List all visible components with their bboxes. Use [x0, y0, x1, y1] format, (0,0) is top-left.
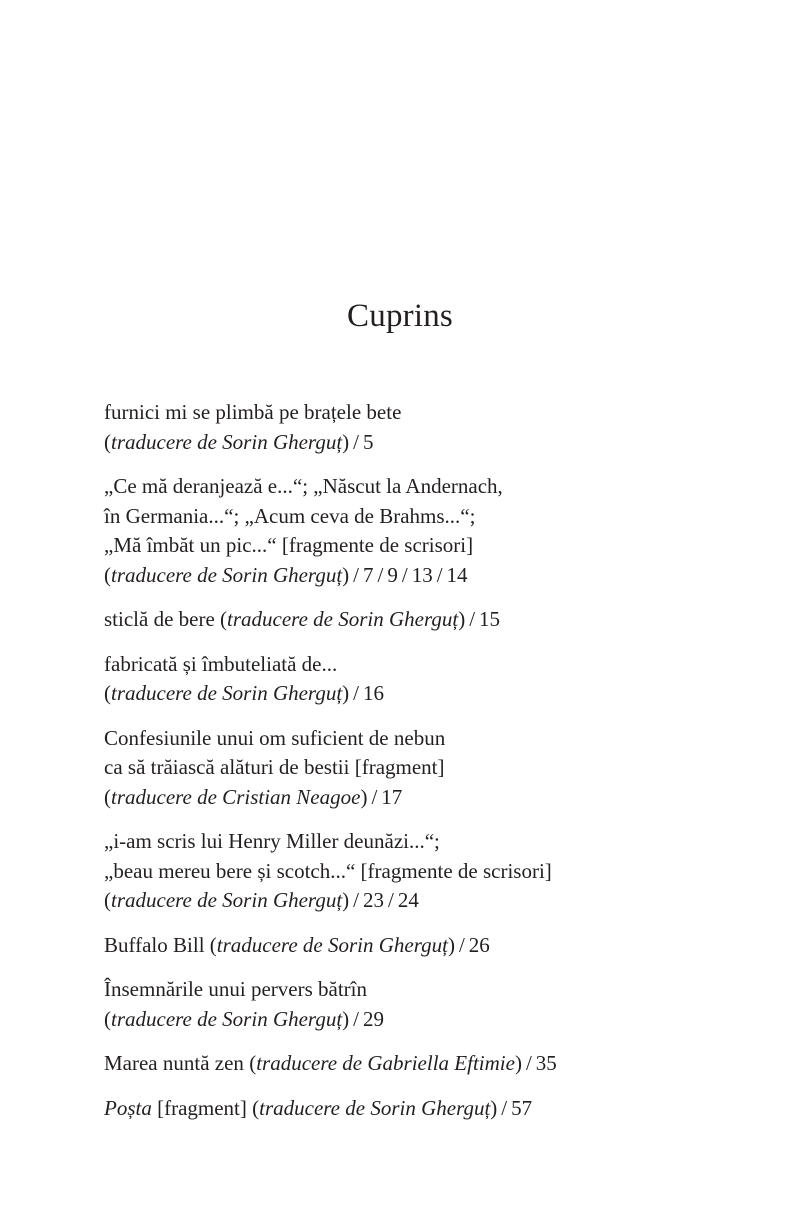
- translator-credit: traducere de Gabriella Eftimie: [256, 1051, 515, 1075]
- page-title: Cuprins: [347, 298, 453, 334]
- page-number: 15: [479, 607, 501, 631]
- entry-title: Buffalo Bill: [104, 932, 205, 957]
- page-separator: /: [501, 1095, 508, 1120]
- page-number: 13: [411, 562, 433, 587]
- entry-credit-line: (traducere de Sorin Gherguț) / 29: [104, 1005, 724, 1035]
- entry-credit-line: (traducere de Cristian Neagoe) / 17: [104, 783, 724, 813]
- page-separator: /: [371, 784, 378, 809]
- page-separator: /: [377, 562, 384, 587]
- page-separator: /: [401, 562, 408, 587]
- translator-credit: traducere de Cristian Neagoe: [111, 784, 361, 809]
- page-separator: /: [353, 562, 359, 587]
- page-separator: /: [458, 932, 465, 957]
- entry-title-line: ca să trăiască alături de bestii [fragment]: [104, 755, 445, 779]
- entry-line: Marea nuntă zen (traducere de Gabriella Eftimie) / 35: [104, 1049, 724, 1079]
- page-number: 17: [381, 784, 403, 809]
- entry-title-line: furnici mi se plimbă pe brațele bete: [104, 400, 402, 424]
- page-number: 16: [363, 681, 384, 705]
- toc-entry: [104, 975, 724, 1034]
- page-separator: /: [353, 429, 359, 454]
- entry-title: Marea nuntă zen: [104, 1051, 244, 1075]
- toc-entry: [104, 605, 724, 635]
- page-separator: /: [436, 562, 443, 587]
- page-number: 26: [468, 932, 490, 957]
- translator-credit: traducere de Sorin Gherguț: [111, 888, 343, 912]
- entry-title-line: „Ce mă deranjează e...“; „Născut la Andernach,: [104, 474, 503, 498]
- page-number: 5: [363, 429, 374, 454]
- entry-line: Poșta [fragment] (traducere de Sorin Gherguț) / 57: [104, 1094, 724, 1124]
- toc-entry: [104, 827, 724, 916]
- page-number: 9: [387, 562, 398, 587]
- entry-title-line: Confesiunile unui om suficient de nebun: [104, 725, 446, 750]
- page-separator: /: [353, 888, 359, 912]
- translator-credit: traducere de Sorin Gherguț: [111, 429, 343, 454]
- page-separator: /: [353, 681, 359, 705]
- page-number: 35: [535, 1051, 557, 1075]
- page-number: 14: [446, 562, 468, 587]
- translator-credit: traducere de Sorin Gherguț: [111, 681, 343, 705]
- page-number: 23: [363, 888, 384, 912]
- page-number: 24: [397, 888, 419, 912]
- page-number: 29: [363, 1006, 384, 1031]
- toc-entry: [104, 931, 724, 961]
- page-separator: /: [353, 1006, 359, 1031]
- entry-title-line: în Germania...“; „Acum ceva de Brahms...“;: [104, 503, 476, 528]
- entry-credit-line: (traducere de Sorin Gherguț) / 16: [104, 679, 724, 709]
- table-of-contents: [104, 398, 724, 1138]
- page-separator: /: [525, 1051, 532, 1075]
- entry-title-line: „Mă îmbăt un pic...“ [fragmente de scrisori]: [104, 533, 474, 557]
- page-separator: /: [388, 888, 394, 912]
- toc-entry: [104, 1049, 724, 1079]
- entry-credit-line: (traducere de Sorin Gherguț) / 23 / 24: [104, 886, 724, 916]
- page-number: 57: [511, 1095, 533, 1120]
- entry-title-line: fabricată și îmbuteliată de...: [104, 651, 338, 676]
- entry-line: sticlă de bere (traducere de Sorin Gherguț) / 15: [104, 605, 724, 635]
- toc-entry: [104, 1094, 724, 1124]
- translator-credit: traducere de Sorin Gherguț: [259, 1095, 491, 1120]
- entry-line: Buffalo Bill (traducere de Sorin Gherguț) / 26: [104, 931, 724, 961]
- entry-title: Poșta: [104, 1095, 152, 1120]
- entry-credit-line: (traducere de Sorin Gherguț) / 5: [104, 428, 724, 458]
- entry-title-suffix: [fragment]: [157, 1095, 247, 1120]
- translator-credit: traducere de Sorin Gherguț: [216, 932, 448, 957]
- toc-entry: [104, 724, 724, 813]
- entry-title-line: Însemnările unui pervers bătrîn: [104, 977, 367, 1001]
- entry-title-line: „beau mereu bere și scotch...“ [fragmente de scrisori]: [104, 858, 552, 883]
- entry-credit-line: (traducere de Sorin Gherguț) / 7 / 9 / 13 / 14: [104, 561, 724, 591]
- toc-entry: [104, 650, 724, 709]
- translator-credit: traducere de Sorin Gherguț: [227, 607, 459, 631]
- entry-title-line: „i-am scris lui Henry Miller deunăzi...“;: [104, 829, 440, 853]
- translator-credit: traducere de Sorin Gherguț: [111, 1006, 343, 1031]
- toc-entry: [104, 472, 724, 590]
- page-separator: /: [469, 607, 476, 631]
- toc-entry: [104, 398, 724, 457]
- page-number: 7: [363, 562, 374, 587]
- translator-credit: traducere de Sorin Gherguț: [111, 562, 343, 587]
- entry-title: sticlă de bere: [104, 607, 215, 631]
